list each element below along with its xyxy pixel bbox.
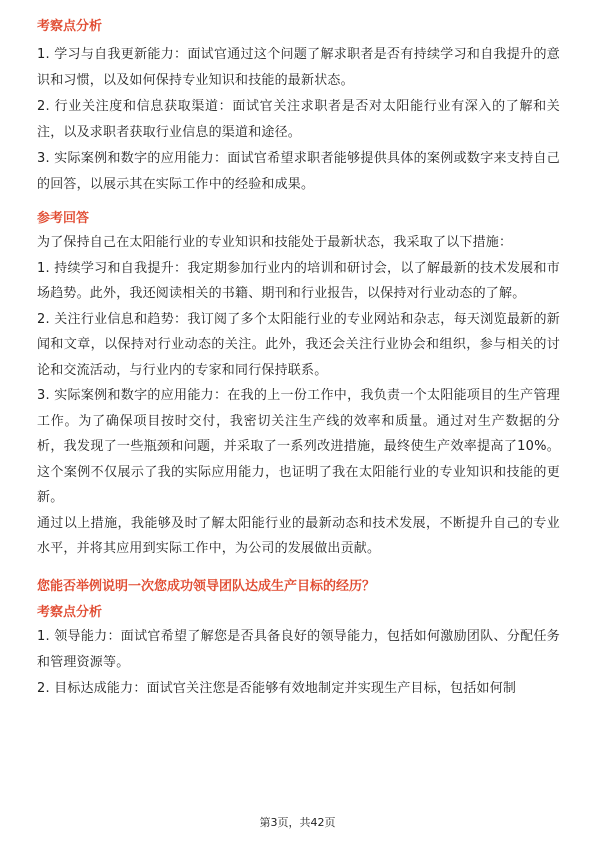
section-heading-analysis-2: 考察点分析: [37, 604, 103, 620]
analysis-item-3: 3. 实际案例和数字的应用能力：面试官希望求职者能够提供具体的案例或数字来支持自己的回答，以展示其在实际工作中的经验和成果。: [37, 151, 560, 192]
analysis2-item-2: 2. 目标达成能力：面试官关注您是否能够有效地制定并实现生产目标，包括如何制: [37, 680, 517, 696]
answer-item-2: 2. 关注行业信息和趋势：我订阅了多个太阳能行业的专业网站和杂志，每天浏览最新的新闻和文章，以保持对行业动态的关注。此外，我还会关注行业协会和组织，参与相关的讨论和交流活动，与行业内的专家和同行保持联系。: [37, 311, 560, 378]
answer-item-3: 3. 实际案例和数字的应用能力：在我的上一份工作中，我负责一个太阳能项目的生产管理工作。为了确保项目按时交付，我密切关注生产线的效率和质量。通过对生产数据的分析，我发现了一些瓶颈和问题，并采取了一系列改进措施，最终使生产效率提高了10%。这个案例不仅展示了我的实际应用能力，也证明了我在太阳能行业的专业知识和技能的更新。: [37, 388, 560, 505]
answer-intro: 为了保持自己在太阳能行业的专业知识和技能处于最新状态，我采取了以下措施：: [37, 235, 513, 250]
page-content: [37, 16, 560, 702]
answer-item-1: 1. 持续学习和自我提升：我定期参加行业内的培训和研讨会，以了解最新的技术发展和市场趋势。此外，我还阅读相关的书籍、期刊和行业报告，以保持对行业动态的了解。: [37, 260, 560, 301]
answer-conclusion: 通过以上措施，我能够及时了解太阳能行业的最新动态和技术发展，不断提升自己的专业水平，并将其应用到实际工作中，为公司的发展做出贡献。: [37, 515, 560, 556]
section-heading-answer: 参考回答: [37, 211, 90, 226]
section-heading-analysis: 考察点分析: [37, 19, 103, 34]
analysis-item-1: 1. 学习与自我更新能力：面试官通过这个问题了解求职者是否有持续学习和自我提升的意识和习惯，以及如何保持专业知识和技能的最新状态。: [37, 47, 560, 88]
analysis-item-2: 2. 行业关注度和信息获取渠道：面试官关注求职者是否对太阳能行业有深入的了解和关注，以及求职者获取行业信息的渠道和途径。: [37, 99, 560, 140]
question-title: 您能否举例说明一次您成功领导团队达成生产目标的经历？: [37, 578, 376, 594]
analysis2-item-1: 1. 领导能力：面试官希望了解您是否具备良好的领导能力，包括如何激励团队、分配任务和管理资源等。: [37, 628, 560, 670]
page-number: 第3页，共42页: [259, 816, 336, 829]
